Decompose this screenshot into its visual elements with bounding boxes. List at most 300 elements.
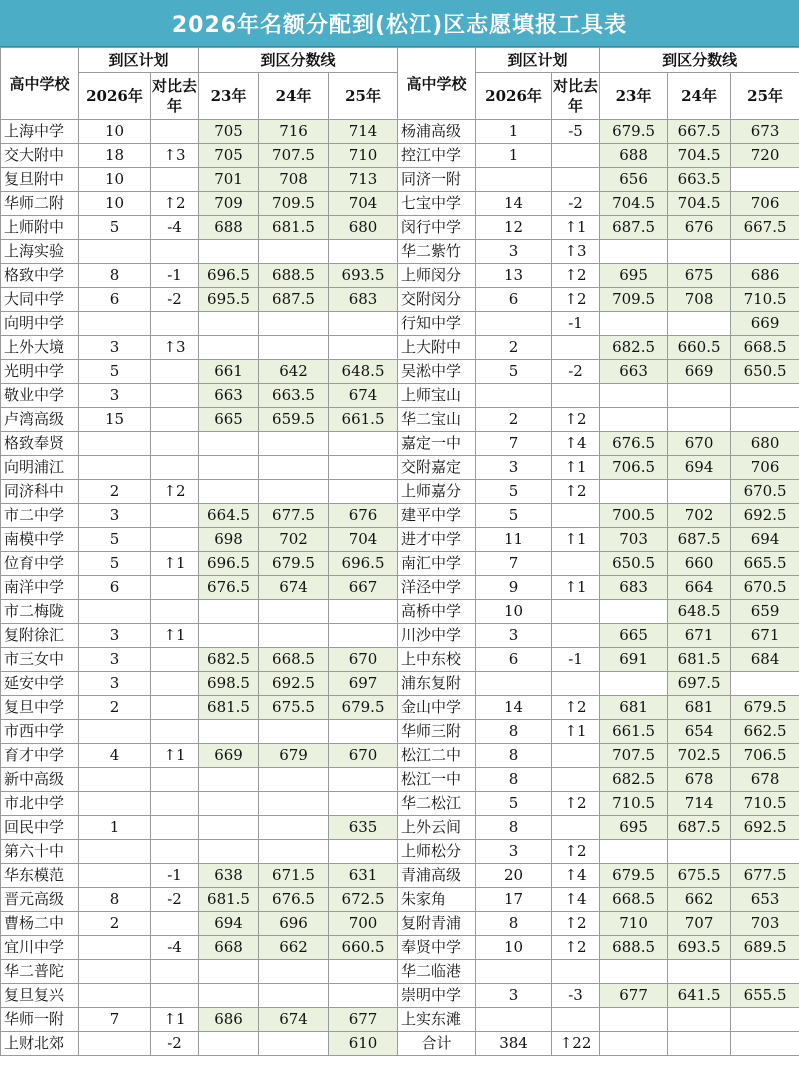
right-compare-last-year: -2 xyxy=(552,360,600,384)
left-compare-last-year: -2 xyxy=(151,1032,199,1056)
right-score-23: 706.5 xyxy=(600,456,668,480)
left-compare-last-year: ↑3 xyxy=(151,144,199,168)
right-school-name: 浦东复附 xyxy=(398,672,476,696)
right-compare-last-year: -1 xyxy=(552,648,600,672)
right-school-name: 行知中学 xyxy=(398,312,476,336)
right-compare-last-year xyxy=(552,144,600,168)
left-compare-last-year: ↑2 xyxy=(151,192,199,216)
right-plan-2026 xyxy=(476,168,552,192)
right-score-24: 676 xyxy=(668,216,731,240)
right-compare-last-year: ↑1 xyxy=(552,576,600,600)
left-score-25 xyxy=(329,240,398,264)
right-score-23: 688 xyxy=(600,144,668,168)
right-compare-last-year: ↑2 xyxy=(552,912,600,936)
left-school-name: 延安中学 xyxy=(1,672,79,696)
left-score-24 xyxy=(259,840,329,864)
left-plan-2026: 5 xyxy=(79,216,151,240)
left-school-name: 新中高级 xyxy=(1,768,79,792)
right-school-name: 奉贤中学 xyxy=(398,936,476,960)
right-score-24 xyxy=(668,1008,731,1032)
table-row xyxy=(1,912,799,936)
left-score-24: 708 xyxy=(259,168,329,192)
left-plan-2026: 3 xyxy=(79,672,151,696)
right-plan-2026: 7 xyxy=(476,432,552,456)
left-score-24: 702 xyxy=(259,528,329,552)
right-score-25: 667.5 xyxy=(731,216,799,240)
left-score-25 xyxy=(329,960,398,984)
right-school-name: 川沙中学 xyxy=(398,624,476,648)
left-compare-last-year xyxy=(151,168,199,192)
right-compare-last-year: ↑2 xyxy=(552,264,600,288)
table-row xyxy=(1,1032,799,1056)
left-score-23: 682.5 xyxy=(199,648,259,672)
right-score-23 xyxy=(600,384,668,408)
right-score-23 xyxy=(600,480,668,504)
left-score-24 xyxy=(259,480,329,504)
left-score-24: 663.5 xyxy=(259,384,329,408)
right-plan-2026: 13 xyxy=(476,264,552,288)
right-plan-2026: 8 xyxy=(476,768,552,792)
left-score-24 xyxy=(259,960,329,984)
left-compare-last-year xyxy=(151,768,199,792)
right-score-23 xyxy=(600,600,668,624)
left-plan-2026: 2 xyxy=(79,696,151,720)
left-score-25: 670 xyxy=(329,744,398,768)
right-score-25: 720 xyxy=(731,144,799,168)
left-compare-last-year xyxy=(151,240,199,264)
left-school-name: 晋元高级 xyxy=(1,888,79,912)
left-school-name: 上外大境 xyxy=(1,336,79,360)
right-school-name: 上师闵分 xyxy=(398,264,476,288)
left-compare-last-year: -4 xyxy=(151,216,199,240)
left-school-name: 市北中学 xyxy=(1,792,79,816)
left-school-name: 宜川中学 xyxy=(1,936,79,960)
right-score-23: 700.5 xyxy=(600,504,668,528)
right-score-25: 692.5 xyxy=(731,504,799,528)
right-score-23: 681 xyxy=(600,696,668,720)
left-plan-2026: 18 xyxy=(79,144,151,168)
table-row xyxy=(1,600,799,624)
right-compare-last-year: ↑2 xyxy=(552,408,600,432)
right-school-name: 洋泾中学 xyxy=(398,576,476,600)
left-score-25 xyxy=(329,720,398,744)
right-compare-last-year xyxy=(552,672,600,696)
plan-group-header-right: 到区计划 xyxy=(476,48,600,73)
right-score-23: 663 xyxy=(600,360,668,384)
left-score-23: 686 xyxy=(199,1008,259,1032)
plan-group-header-left: 到区计划 xyxy=(79,48,199,73)
table-row xyxy=(1,672,799,696)
right-school-name: 上大附中 xyxy=(398,336,476,360)
compare-header-right: 对比去年 xyxy=(552,73,600,120)
right-score-24: 681 xyxy=(668,696,731,720)
right-school-name: 交附闵分 xyxy=(398,288,476,312)
right-score-23: 710.5 xyxy=(600,792,668,816)
table-row xyxy=(1,984,799,1008)
table-row xyxy=(1,480,799,504)
left-compare-last-year xyxy=(151,600,199,624)
right-plan-2026: 20 xyxy=(476,864,552,888)
right-compare-last-year xyxy=(552,336,600,360)
left-score-24: 676.5 xyxy=(259,888,329,912)
right-school-name: 上中东校 xyxy=(398,648,476,672)
right-plan-2026 xyxy=(476,312,552,336)
right-plan-2026: 3 xyxy=(476,984,552,1008)
left-school-name: 曹杨二中 xyxy=(1,912,79,936)
left-plan-2026: 10 xyxy=(79,120,151,144)
left-score-25 xyxy=(329,600,398,624)
right-score-24: 704.5 xyxy=(668,192,731,216)
left-compare-last-year xyxy=(151,384,199,408)
right-compare-last-year: ↑2 xyxy=(552,936,600,960)
left-score-23: 701 xyxy=(199,168,259,192)
y25-header-left: 25年 xyxy=(329,73,398,120)
right-score-24 xyxy=(668,384,731,408)
right-score-25 xyxy=(731,672,799,696)
compare-header-left: 对比去年 xyxy=(151,73,199,120)
left-score-23: 709 xyxy=(199,192,259,216)
table-row xyxy=(1,264,799,288)
y24-header-right: 24年 xyxy=(668,73,731,120)
right-school-name: 上师松分 xyxy=(398,840,476,864)
school-header-left: 高中学校 xyxy=(1,48,79,120)
left-school-name: 向明中学 xyxy=(1,312,79,336)
right-compare-last-year: ↑2 xyxy=(552,792,600,816)
right-compare-last-year: ↑22 xyxy=(552,1032,600,1056)
left-compare-last-year xyxy=(151,816,199,840)
left-score-25: 710 xyxy=(329,144,398,168)
right-compare-last-year xyxy=(552,816,600,840)
right-compare-last-year: ↑2 xyxy=(552,696,600,720)
left-score-24: 668.5 xyxy=(259,648,329,672)
left-score-25: 704 xyxy=(329,192,398,216)
left-score-23 xyxy=(199,768,259,792)
left-score-25: 676 xyxy=(329,504,398,528)
left-compare-last-year xyxy=(151,408,199,432)
right-score-23: 709.5 xyxy=(600,288,668,312)
left-plan-2026: 5 xyxy=(79,552,151,576)
left-compare-last-year xyxy=(151,312,199,336)
left-score-25: 648.5 xyxy=(329,360,398,384)
right-score-24: 704.5 xyxy=(668,144,731,168)
right-score-24 xyxy=(668,312,731,336)
right-score-24: 707 xyxy=(668,912,731,936)
left-plan-2026: 2 xyxy=(79,912,151,936)
left-plan-2026 xyxy=(79,432,151,456)
right-school-name: 崇明中学 xyxy=(398,984,476,1008)
left-score-23: 681.5 xyxy=(199,696,259,720)
right-school-name: 上外云间 xyxy=(398,816,476,840)
left-plan-2026: 3 xyxy=(79,384,151,408)
right-score-23: 676.5 xyxy=(600,432,668,456)
left-plan-2026: 10 xyxy=(79,192,151,216)
table-row xyxy=(1,120,799,144)
left-score-24: 677.5 xyxy=(259,504,329,528)
left-score-24 xyxy=(259,720,329,744)
left-score-24: 671.5 xyxy=(259,864,329,888)
right-score-25: 678 xyxy=(731,768,799,792)
left-compare-last-year xyxy=(151,984,199,1008)
right-score-24: 667.5 xyxy=(668,120,731,144)
left-score-25: 714 xyxy=(329,120,398,144)
left-score-25: 704 xyxy=(329,528,398,552)
left-score-24 xyxy=(259,240,329,264)
left-compare-last-year xyxy=(151,456,199,480)
left-score-23: 705 xyxy=(199,144,259,168)
right-plan-2026: 11 xyxy=(476,528,552,552)
score-group-header-right: 到区分数线 xyxy=(600,48,799,73)
left-plan-2026: 8 xyxy=(79,264,151,288)
table-row xyxy=(1,696,799,720)
right-score-25: 650.5 xyxy=(731,360,799,384)
left-compare-last-year xyxy=(151,672,199,696)
right-school-name: 合计 xyxy=(398,1032,476,1056)
left-compare-last-year: ↑1 xyxy=(151,1008,199,1032)
left-score-23: 696.5 xyxy=(199,552,259,576)
right-score-25 xyxy=(731,168,799,192)
right-score-24: 687.5 xyxy=(668,528,731,552)
left-plan-2026 xyxy=(79,312,151,336)
right-plan-2026: 5 xyxy=(476,360,552,384)
right-score-23: 695 xyxy=(600,816,668,840)
left-compare-last-year xyxy=(151,576,199,600)
left-score-23 xyxy=(199,984,259,1008)
y24-header-left: 24年 xyxy=(259,73,329,120)
table-row xyxy=(1,888,799,912)
right-score-24: 702 xyxy=(668,504,731,528)
right-compare-last-year xyxy=(552,1008,600,1032)
left-plan-2026: 3 xyxy=(79,648,151,672)
left-school-name: 同济科中 xyxy=(1,480,79,504)
left-school-name: 上师附中 xyxy=(1,216,79,240)
right-score-24 xyxy=(668,408,731,432)
left-score-25 xyxy=(329,456,398,480)
right-plan-2026: 9 xyxy=(476,576,552,600)
right-plan-2026: 12 xyxy=(476,216,552,240)
right-plan-2026: 6 xyxy=(476,288,552,312)
right-score-25: 659 xyxy=(731,600,799,624)
right-compare-last-year: ↑2 xyxy=(552,288,600,312)
left-plan-2026: 3 xyxy=(79,624,151,648)
left-score-25: 693.5 xyxy=(329,264,398,288)
right-compare-last-year: ↑3 xyxy=(552,240,600,264)
right-compare-last-year: ↑2 xyxy=(552,480,600,504)
left-plan-2026 xyxy=(79,840,151,864)
right-plan-2026: 1 xyxy=(476,144,552,168)
left-school-name: 格致奉贤 xyxy=(1,432,79,456)
left-score-24 xyxy=(259,984,329,1008)
left-score-25: 700 xyxy=(329,912,398,936)
right-score-25: 686 xyxy=(731,264,799,288)
left-score-25 xyxy=(329,768,398,792)
left-score-25 xyxy=(329,432,398,456)
right-score-25: 710.5 xyxy=(731,288,799,312)
left-school-name: 第六十中 xyxy=(1,840,79,864)
left-school-name: 市二梅陇 xyxy=(1,600,79,624)
right-score-24: 694 xyxy=(668,456,731,480)
left-compare-last-year: ↑2 xyxy=(151,480,199,504)
right-plan-2026: 5 xyxy=(476,792,552,816)
right-compare-last-year: ↑4 xyxy=(552,864,600,888)
left-plan-2026: 8 xyxy=(79,888,151,912)
table-row xyxy=(1,576,799,600)
sheet-title: 2026年名额分配到(松江)区志愿填报工具表 xyxy=(0,0,799,47)
right-plan-2026: 3 xyxy=(476,624,552,648)
right-compare-last-year xyxy=(552,768,600,792)
left-plan-2026 xyxy=(79,984,151,1008)
right-school-name: 上师嘉分 xyxy=(398,480,476,504)
right-score-25: 669 xyxy=(731,312,799,336)
table-row xyxy=(1,792,799,816)
right-score-25: 679.5 xyxy=(731,696,799,720)
left-compare-last-year: ↑1 xyxy=(151,744,199,768)
left-compare-last-year: -1 xyxy=(151,864,199,888)
right-school-name: 复附青浦 xyxy=(398,912,476,936)
left-plan-2026: 5 xyxy=(79,528,151,552)
right-school-name: 七宝中学 xyxy=(398,192,476,216)
left-compare-last-year xyxy=(151,120,199,144)
left-school-name: 华师二附 xyxy=(1,192,79,216)
left-school-name: 回民中学 xyxy=(1,816,79,840)
left-school-name: 南洋中学 xyxy=(1,576,79,600)
right-score-23: 677 xyxy=(600,984,668,1008)
right-score-24: 687.5 xyxy=(668,816,731,840)
left-score-23 xyxy=(199,1032,259,1056)
right-score-23: 691 xyxy=(600,648,668,672)
right-plan-2026: 8 xyxy=(476,816,552,840)
table-row xyxy=(1,744,799,768)
left-school-name: 上财北郊 xyxy=(1,1032,79,1056)
left-plan-2026 xyxy=(79,1032,151,1056)
table-row xyxy=(1,768,799,792)
right-score-24: 693.5 xyxy=(668,936,731,960)
right-score-25 xyxy=(731,1008,799,1032)
left-plan-2026 xyxy=(79,456,151,480)
right-score-24 xyxy=(668,840,731,864)
right-score-25: 671 xyxy=(731,624,799,648)
left-score-25: 631 xyxy=(329,864,398,888)
right-plan-2026: 5 xyxy=(476,480,552,504)
left-school-name: 上海实验 xyxy=(1,240,79,264)
left-score-25: 661.5 xyxy=(329,408,398,432)
right-school-name: 青浦高级 xyxy=(398,864,476,888)
table-row xyxy=(1,504,799,528)
left-compare-last-year: -4 xyxy=(151,936,199,960)
left-compare-last-year: -2 xyxy=(151,288,199,312)
left-score-24 xyxy=(259,432,329,456)
right-score-25: 673 xyxy=(731,120,799,144)
left-score-24: 696 xyxy=(259,912,329,936)
left-school-name: 格致中学 xyxy=(1,264,79,288)
left-school-name: 南模中学 xyxy=(1,528,79,552)
left-score-24 xyxy=(259,336,329,360)
right-score-24: 675.5 xyxy=(668,864,731,888)
left-score-25: 697 xyxy=(329,672,398,696)
left-score-23: 688 xyxy=(199,216,259,240)
right-score-24: 714 xyxy=(668,792,731,816)
right-score-23: 665 xyxy=(600,624,668,648)
right-plan-2026: 2 xyxy=(476,408,552,432)
left-score-24: 675.5 xyxy=(259,696,329,720)
table-row xyxy=(1,312,799,336)
right-compare-last-year xyxy=(552,504,600,528)
right-score-23 xyxy=(600,960,668,984)
right-compare-last-year xyxy=(552,168,600,192)
right-score-25: 670.5 xyxy=(731,480,799,504)
right-score-25: 684 xyxy=(731,648,799,672)
right-score-25 xyxy=(731,1032,799,1056)
y23-header-right: 23年 xyxy=(600,73,668,120)
table-row xyxy=(1,456,799,480)
table-row xyxy=(1,168,799,192)
left-plan-2026 xyxy=(79,240,151,264)
left-score-24 xyxy=(259,1032,329,1056)
left-school-name: 上海中学 xyxy=(1,120,79,144)
y23-header-left: 23年 xyxy=(199,73,259,120)
table-row xyxy=(1,816,799,840)
right-compare-last-year: -5 xyxy=(552,120,600,144)
score-group-header-left: 到区分数线 xyxy=(199,48,398,73)
left-score-25: 713 xyxy=(329,168,398,192)
left-score-24: 674 xyxy=(259,1008,329,1032)
left-school-name: 复旦中学 xyxy=(1,696,79,720)
left-compare-last-year xyxy=(151,648,199,672)
table-row xyxy=(1,432,799,456)
table-row xyxy=(1,360,799,384)
right-score-24: 675 xyxy=(668,264,731,288)
right-score-24: 660.5 xyxy=(668,336,731,360)
right-compare-last-year xyxy=(552,552,600,576)
left-plan-2026: 1 xyxy=(79,816,151,840)
right-compare-last-year: ↑1 xyxy=(552,456,600,480)
right-score-25: 694 xyxy=(731,528,799,552)
left-score-24 xyxy=(259,624,329,648)
right-score-24: 708 xyxy=(668,288,731,312)
left-compare-last-year xyxy=(151,360,199,384)
left-school-name: 敬业中学 xyxy=(1,384,79,408)
left-school-name: 复旦附中 xyxy=(1,168,79,192)
right-score-25: 710.5 xyxy=(731,792,799,816)
left-score-24: 659.5 xyxy=(259,408,329,432)
right-plan-2026: 6 xyxy=(476,648,552,672)
left-score-24 xyxy=(259,312,329,336)
left-score-25 xyxy=(329,624,398,648)
right-score-25: 665.5 xyxy=(731,552,799,576)
left-score-25: 680 xyxy=(329,216,398,240)
left-score-23 xyxy=(199,312,259,336)
left-score-25: 683 xyxy=(329,288,398,312)
left-plan-2026: 6 xyxy=(79,576,151,600)
left-school-name: 复附徐汇 xyxy=(1,624,79,648)
year2026-header-right: 2026年 xyxy=(476,73,552,120)
left-score-23: 696.5 xyxy=(199,264,259,288)
right-score-24: 697.5 xyxy=(668,672,731,696)
left-plan-2026 xyxy=(79,960,151,984)
right-score-25: 692.5 xyxy=(731,816,799,840)
right-score-23: 650.5 xyxy=(600,552,668,576)
left-plan-2026: 10 xyxy=(79,168,151,192)
left-score-24: 709.5 xyxy=(259,192,329,216)
left-score-25 xyxy=(329,792,398,816)
left-school-name: 华二普陀 xyxy=(1,960,79,984)
left-plan-2026: 15 xyxy=(79,408,151,432)
table-row xyxy=(1,240,799,264)
table-row xyxy=(1,960,799,984)
left-score-25: 679.5 xyxy=(329,696,398,720)
right-score-25: 662.5 xyxy=(731,720,799,744)
left-compare-last-year xyxy=(151,528,199,552)
right-plan-2026: 2 xyxy=(476,336,552,360)
